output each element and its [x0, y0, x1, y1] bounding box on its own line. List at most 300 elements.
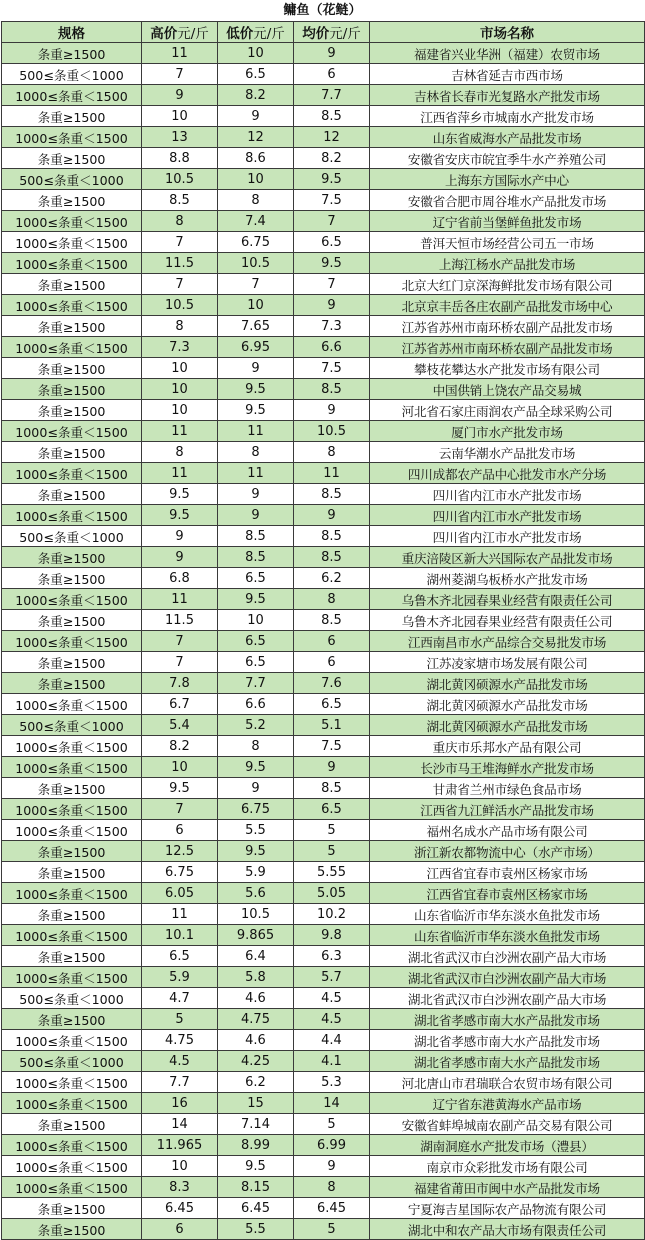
avg-price-cell: 7.7 [294, 85, 370, 106]
spec-cell: 条重≥1500 [2, 946, 142, 967]
avg-price-cell: 6.3 [294, 946, 370, 967]
high-price-cell: 4.75 [142, 1030, 218, 1051]
market-name-cell: 江西省萍乡市城南水产批发市场 [370, 106, 645, 127]
market-name-cell: 浙江新农都物流中心（水产市场） [370, 841, 645, 862]
low-price-cell: 6.6 [218, 694, 294, 715]
market-name-cell: 上海江杨水产品批发市场 [370, 253, 645, 274]
high-price-cell: 6 [142, 1219, 218, 1240]
spec-cell: 1000≤条重＜1500 [2, 925, 142, 946]
table-row [2, 1051, 645, 1072]
spec-cell: 500≤条重＜1000 [2, 169, 142, 190]
low-price-cell: 9 [218, 778, 294, 799]
market-name-cell: 湖南洞庭水产批发市场（澧县） [370, 1135, 645, 1156]
low-price-cell: 6.5 [218, 652, 294, 673]
avg-price-cell: 5.55 [294, 862, 370, 883]
table-row [2, 841, 645, 862]
low-price-cell: 7.14 [218, 1114, 294, 1135]
market-name-cell: 安徽省安庆市皖宜季牛水产养殖公司 [370, 148, 645, 169]
low-price-cell: 6.5 [218, 568, 294, 589]
avg-price-cell: 9 [294, 295, 370, 316]
high-price-cell: 9 [142, 526, 218, 547]
high-price-cell: 6.7 [142, 694, 218, 715]
high-price-cell: 11.5 [142, 610, 218, 631]
avg-price-cell: 7.6 [294, 673, 370, 694]
avg-price-cell: 6.5 [294, 694, 370, 715]
avg-price-cell: 6.6 [294, 337, 370, 358]
low-price-cell: 7.7 [218, 673, 294, 694]
low-price-cell: 9 [218, 106, 294, 127]
avg-price-cell: 9.8 [294, 925, 370, 946]
low-price-cell: 8 [218, 442, 294, 463]
spec-cell: 1000≤条重＜1500 [2, 1177, 142, 1198]
avg-price-cell: 12 [294, 127, 370, 148]
avg-price-cell: 8 [294, 589, 370, 610]
low-price-cell: 7 [218, 274, 294, 295]
low-price-cell: 8.2 [218, 85, 294, 106]
high-price-cell: 8 [142, 442, 218, 463]
market-name-cell: 湖北黄冈硕源水产品批发市场 [370, 694, 645, 715]
price-table [1, 21, 645, 1240]
spec-cell: 1000≤条重＜1500 [2, 232, 142, 253]
market-name-cell: 湖州菱湖乌板桥水产批发市场 [370, 568, 645, 589]
avg-price-cell: 5 [294, 1219, 370, 1240]
market-name-cell: 江苏省苏州市南环桥农副产品批发市场 [370, 337, 645, 358]
high-price-cell: 16 [142, 1093, 218, 1114]
table-row [2, 43, 645, 64]
low-price-cell: 6.5 [218, 64, 294, 85]
low-price-cell: 12 [218, 127, 294, 148]
market-name-cell: 湖北省武汉市白沙洲农副产品大市场 [370, 988, 645, 1009]
table-row [2, 1135, 645, 1156]
low-price-cell: 6.2 [218, 1072, 294, 1093]
low-price-cell: 5.6 [218, 883, 294, 904]
avg-price-cell: 5.7 [294, 967, 370, 988]
low-price-cell: 8.5 [218, 547, 294, 568]
market-name-cell: 辽宁省东港黄海水产品市场 [370, 1093, 645, 1114]
table-row [2, 85, 645, 106]
low-price-cell: 6.45 [218, 1198, 294, 1219]
market-name-cell: 南京市众彩批发市场有限公司 [370, 1156, 645, 1177]
high-price-cell: 7.8 [142, 673, 218, 694]
market-name-cell: 吉林省延吉市西市场 [370, 64, 645, 85]
low-price-cell: 9.5 [218, 841, 294, 862]
table-row [2, 484, 645, 505]
avg-price-cell: 6.45 [294, 1198, 370, 1219]
high-price-cell: 10.5 [142, 295, 218, 316]
spec-cell: 条重≥1500 [2, 274, 142, 295]
spec-cell: 500≤条重＜1000 [2, 988, 142, 1009]
low-price-cell: 5.5 [218, 1219, 294, 1240]
high-price-cell: 9 [142, 85, 218, 106]
market-name-cell: 河北省石家庄雨润农产品全球采购公司 [370, 400, 645, 421]
table-row [2, 1156, 645, 1177]
high-price-cell: 11 [142, 43, 218, 64]
market-name-cell: 江西省宜春市袁州区杨家市场 [370, 883, 645, 904]
table-row [2, 421, 645, 442]
low-price-cell: 8.15 [218, 1177, 294, 1198]
spec-cell: 1000≤条重＜1500 [2, 127, 142, 148]
spec-cell: 1000≤条重＜1500 [2, 694, 142, 715]
low-price-cell: 4.25 [218, 1051, 294, 1072]
market-name-cell: 宁夏海吉星国际农产品物流有限公司 [370, 1198, 645, 1219]
table-row [2, 274, 645, 295]
high-price-cell: 10.5 [142, 169, 218, 190]
avg-price-cell: 5.1 [294, 715, 370, 736]
low-price-cell: 9.5 [218, 400, 294, 421]
market-name-cell: 四川成都农产品中心批发市水产分场 [370, 463, 645, 484]
market-name-cell: 四川省内江市水产批发市场 [370, 505, 645, 526]
avg-price-cell: 9 [294, 1156, 370, 1177]
table-row [2, 106, 645, 127]
high-price-cell: 5.4 [142, 715, 218, 736]
spec-cell: 1000≤条重＜1500 [2, 1135, 142, 1156]
high-price-cell: 8 [142, 316, 218, 337]
high-price-cell: 11 [142, 589, 218, 610]
market-name-cell: 湖北黄冈硕源水产品批发市场 [370, 673, 645, 694]
high-price-cell: 4.5 [142, 1051, 218, 1072]
spec-cell: 条重≥1500 [2, 484, 142, 505]
spec-cell: 条重≥1500 [2, 862, 142, 883]
low-price-cell: 6.4 [218, 946, 294, 967]
market-name-cell: 四川省内江市水产批发市场 [370, 526, 645, 547]
table-row [2, 64, 645, 85]
high-price-cell: 11.5 [142, 253, 218, 274]
table-row [2, 946, 645, 967]
market-name-cell: 厦门市水产批发市场 [370, 421, 645, 442]
header-spec: 规格 [2, 22, 142, 43]
spec-cell: 1000≤条重＜1500 [2, 757, 142, 778]
low-price-cell: 6.75 [218, 799, 294, 820]
spec-cell: 1000≤条重＜1500 [2, 253, 142, 274]
market-name-cell: 江西南昌市水产品综合交易批发市场 [370, 631, 645, 652]
high-price-cell: 7 [142, 631, 218, 652]
avg-price-cell: 5 [294, 820, 370, 841]
header-avg-unit: 元/斤 [329, 26, 361, 42]
table-row [2, 316, 645, 337]
high-price-cell: 7 [142, 652, 218, 673]
low-price-cell: 10 [218, 295, 294, 316]
header-row [2, 22, 645, 43]
spec-cell: 条重≥1500 [2, 1114, 142, 1135]
high-price-cell: 9.5 [142, 505, 218, 526]
spec-cell: 条重≥1500 [2, 778, 142, 799]
low-price-cell: 8 [218, 190, 294, 211]
spec-cell: 条重≥1500 [2, 652, 142, 673]
table-row [2, 169, 645, 190]
spec-cell: 1000≤条重＜1500 [2, 463, 142, 484]
header-market: 市场名称 [370, 22, 645, 43]
spec-cell: 条重≥1500 [2, 610, 142, 631]
table-row [2, 127, 645, 148]
market-name-cell: 山东省临沂市华东淡水鱼批发市场 [370, 904, 645, 925]
market-name-cell: 乌鲁木齐北园春果业经营有限责任公司 [370, 589, 645, 610]
spec-cell: 1000≤条重＜1500 [2, 883, 142, 904]
avg-price-cell: 6 [294, 652, 370, 673]
high-price-cell: 7 [142, 232, 218, 253]
high-price-cell: 8.2 [142, 736, 218, 757]
low-price-cell: 6.5 [218, 631, 294, 652]
high-price-cell: 8 [142, 211, 218, 232]
avg-price-cell: 7 [294, 274, 370, 295]
high-price-cell: 14 [142, 1114, 218, 1135]
table-row [2, 568, 645, 589]
table-row [2, 505, 645, 526]
market-name-cell: 攀枝花攀达水产批发市场有限公司 [370, 358, 645, 379]
header-low-unit: 元/斤 [253, 26, 285, 42]
low-price-cell: 6.95 [218, 337, 294, 358]
avg-price-cell: 7 [294, 211, 370, 232]
high-price-cell: 6.75 [142, 862, 218, 883]
high-price-cell: 9 [142, 547, 218, 568]
header-avg-label: 均价 [302, 26, 330, 42]
spec-cell: 1000≤条重＜1500 [2, 736, 142, 757]
table-row [2, 799, 645, 820]
table-row [2, 715, 645, 736]
spec-cell: 500≤条重＜1000 [2, 64, 142, 85]
table-row [2, 148, 645, 169]
low-price-cell: 9.5 [218, 379, 294, 400]
high-price-cell: 6.05 [142, 883, 218, 904]
high-price-cell: 4.7 [142, 988, 218, 1009]
spec-cell: 1000≤条重＜1500 [2, 1156, 142, 1177]
table-row [2, 1219, 645, 1240]
low-price-cell: 10.5 [218, 253, 294, 274]
spec-cell: 条重≥1500 [2, 1198, 142, 1219]
market-name-cell: 山东省威海水产品批发市场 [370, 127, 645, 148]
table-row [2, 736, 645, 757]
low-price-cell: 10 [218, 610, 294, 631]
spec-cell: 500≤条重＜1000 [2, 526, 142, 547]
spec-cell: 条重≥1500 [2, 379, 142, 400]
avg-price-cell: 8 [294, 442, 370, 463]
low-price-cell: 7.65 [218, 316, 294, 337]
market-name-cell: 长沙市马王堆海鲜水产批发市场 [370, 757, 645, 778]
spec-cell: 1000≤条重＜1500 [2, 799, 142, 820]
avg-price-cell: 8.2 [294, 148, 370, 169]
market-name-cell: 重庆涪陵区新大兴国际农产品批发市场 [370, 547, 645, 568]
avg-price-cell: 11 [294, 463, 370, 484]
header-high-price [142, 22, 218, 43]
low-price-cell: 7.4 [218, 211, 294, 232]
market-name-cell: 北京京丰岳各庄农副产品批发市场中心 [370, 295, 645, 316]
low-price-cell: 4.6 [218, 988, 294, 1009]
spec-cell: 条重≥1500 [2, 358, 142, 379]
low-price-cell: 6.75 [218, 232, 294, 253]
market-name-cell: 湖北省武汉市白沙洲农副产品大市场 [370, 946, 645, 967]
spec-cell: 条重≥1500 [2, 106, 142, 127]
table-row [2, 904, 645, 925]
spec-cell: 条重≥1500 [2, 400, 142, 421]
low-price-cell: 5.9 [218, 862, 294, 883]
market-name-cell: 福建省莆田市闽中水产品批发市场 [370, 1177, 645, 1198]
header-high-label: 高价 [150, 26, 178, 42]
high-price-cell: 6.8 [142, 568, 218, 589]
high-price-cell: 9.5 [142, 484, 218, 505]
low-price-cell: 9 [218, 358, 294, 379]
avg-price-cell: 9 [294, 505, 370, 526]
spec-cell: 1000≤条重＜1500 [2, 967, 142, 988]
high-price-cell: 7.7 [142, 1072, 218, 1093]
avg-price-cell: 6.99 [294, 1135, 370, 1156]
table-row [2, 442, 645, 463]
market-name-cell: 安徽省合肥市周谷堆水产品批发市场 [370, 190, 645, 211]
low-price-cell: 9.5 [218, 757, 294, 778]
low-price-cell: 11 [218, 421, 294, 442]
high-price-cell: 13 [142, 127, 218, 148]
market-name-cell: 江苏省苏州市南环桥农副产品批发市场 [370, 316, 645, 337]
spec-cell: 条重≥1500 [2, 316, 142, 337]
table-row [2, 295, 645, 316]
market-name-cell: 江苏凌家塘市场发展有限公司 [370, 652, 645, 673]
table-row [2, 1030, 645, 1051]
market-name-cell: 江西省九江鲜活水产品批发市场 [370, 799, 645, 820]
high-price-cell: 10 [142, 1156, 218, 1177]
table-row [2, 253, 645, 274]
low-price-cell: 9.865 [218, 925, 294, 946]
high-price-cell: 10 [142, 379, 218, 400]
avg-price-cell: 5 [294, 841, 370, 862]
avg-price-cell: 5 [294, 1114, 370, 1135]
spec-cell: 500≤条重＜1000 [2, 715, 142, 736]
spec-cell: 条重≥1500 [2, 148, 142, 169]
table-row [2, 631, 645, 652]
table-row [2, 694, 645, 715]
low-price-cell: 8.6 [218, 148, 294, 169]
spec-cell: 条重≥1500 [2, 190, 142, 211]
high-price-cell: 11.965 [142, 1135, 218, 1156]
avg-price-cell: 4.5 [294, 988, 370, 1009]
high-price-cell: 6.5 [142, 946, 218, 967]
low-price-cell: 9.5 [218, 1156, 294, 1177]
avg-price-cell: 9 [294, 400, 370, 421]
header-low-price [218, 22, 294, 43]
table-row [2, 547, 645, 568]
avg-price-cell: 6 [294, 631, 370, 652]
spec-cell: 1000≤条重＜1500 [2, 631, 142, 652]
low-price-cell: 4.6 [218, 1030, 294, 1051]
market-name-cell: 湖北省武汉市白沙洲农副产品大市场 [370, 967, 645, 988]
spec-cell: 条重≥1500 [2, 673, 142, 694]
avg-price-cell: 14 [294, 1093, 370, 1114]
high-price-cell: 8.3 [142, 1177, 218, 1198]
table-row [2, 673, 645, 694]
table-body [2, 43, 645, 1240]
table-row [2, 610, 645, 631]
market-name-cell: 云南华潮水产品批发市场 [370, 442, 645, 463]
market-name-cell: 辽宁省前当堡鲜鱼批发市场 [370, 211, 645, 232]
market-name-cell: 吉林省长春市光复路水产批发市场 [370, 85, 645, 106]
high-price-cell: 6 [142, 820, 218, 841]
market-name-cell: 河北唐山市君瑞联合农贸市场有限公司 [370, 1072, 645, 1093]
market-name-cell: 山东省临沂市华东淡水鱼批发市场 [370, 925, 645, 946]
high-price-cell: 6.45 [142, 1198, 218, 1219]
spec-cell: 条重≥1500 [2, 1009, 142, 1030]
high-price-cell: 7 [142, 64, 218, 85]
low-price-cell: 10 [218, 169, 294, 190]
low-price-cell: 10 [218, 43, 294, 64]
low-price-cell: 11 [218, 463, 294, 484]
avg-price-cell: 9 [294, 43, 370, 64]
spec-cell: 条重≥1500 [2, 568, 142, 589]
table-row [2, 400, 645, 421]
market-name-cell: 湖北省孝感市南大水产品批发市场 [370, 1009, 645, 1030]
low-price-cell: 4.75 [218, 1009, 294, 1030]
market-name-cell: 江西省宜春市袁州区杨家市场 [370, 862, 645, 883]
avg-price-cell: 9 [294, 757, 370, 778]
spec-cell: 1000≤条重＜1500 [2, 211, 142, 232]
spec-cell: 1000≤条重＜1500 [2, 1093, 142, 1114]
market-name-cell: 湖北中和农产品大市场有限责任公司 [370, 1219, 645, 1240]
spec-cell: 条重≥1500 [2, 547, 142, 568]
spec-cell: 1000≤条重＜1500 [2, 85, 142, 106]
table-row [2, 757, 645, 778]
high-price-cell: 8.8 [142, 148, 218, 169]
spec-cell: 条重≥1500 [2, 841, 142, 862]
high-price-cell: 11 [142, 463, 218, 484]
avg-price-cell: 7.3 [294, 316, 370, 337]
spec-cell: 1000≤条重＜1500 [2, 505, 142, 526]
high-price-cell: 7.3 [142, 337, 218, 358]
table-row [2, 337, 645, 358]
table-row [2, 1198, 645, 1219]
avg-price-cell: 7.5 [294, 358, 370, 379]
spec-cell: 1000≤条重＜1500 [2, 1030, 142, 1051]
low-price-cell: 9.5 [218, 589, 294, 610]
low-price-cell: 5.5 [218, 820, 294, 841]
table-row [2, 988, 645, 1009]
high-price-cell: 10 [142, 106, 218, 127]
table-row [2, 1114, 645, 1135]
market-name-cell: 福州名成水产品市场有限公司 [370, 820, 645, 841]
market-name-cell: 重庆市乐邦水产品有限公司 [370, 736, 645, 757]
market-name-cell: 甘肃省兰州市绿色食品市场 [370, 778, 645, 799]
spec-cell: 条重≥1500 [2, 904, 142, 925]
low-price-cell: 8.5 [218, 526, 294, 547]
avg-price-cell: 8.5 [294, 526, 370, 547]
avg-price-cell: 4.1 [294, 1051, 370, 1072]
table-row [2, 190, 645, 211]
market-name-cell: 中国供销上饶农产品交易城 [370, 379, 645, 400]
market-name-cell: 湖北省孝感市南大水产品批发市场 [370, 1051, 645, 1072]
table-row [2, 1072, 645, 1093]
market-name-cell: 乌鲁木齐北园春果业经营有限责任公司 [370, 610, 645, 631]
high-price-cell: 11 [142, 904, 218, 925]
avg-price-cell: 7.5 [294, 736, 370, 757]
sheet-title: 鳙鱼（花鲢） [1, 0, 644, 21]
header-avg-price [294, 22, 370, 43]
table-row [2, 379, 645, 400]
header-high-unit: 元/斤 [177, 26, 209, 42]
avg-price-cell: 8.5 [294, 379, 370, 400]
avg-price-cell: 4.5 [294, 1009, 370, 1030]
low-price-cell: 5.8 [218, 967, 294, 988]
market-name-cell: 湖北黄冈硕源水产品批发市场 [370, 715, 645, 736]
low-price-cell: 5.2 [218, 715, 294, 736]
market-name-cell: 上海东方国际水产中心 [370, 169, 645, 190]
spec-cell: 条重≥1500 [2, 1219, 142, 1240]
table-row [2, 463, 645, 484]
high-price-cell: 10 [142, 400, 218, 421]
spec-cell: 1000≤条重＜1500 [2, 295, 142, 316]
avg-price-cell: 6.5 [294, 232, 370, 253]
spec-cell: 500≤条重＜1000 [2, 1051, 142, 1072]
avg-price-cell: 9.5 [294, 253, 370, 274]
market-name-cell: 湖北省孝感市南大水产品批发市场 [370, 1030, 645, 1051]
high-price-cell: 8.5 [142, 190, 218, 211]
low-price-cell: 9 [218, 484, 294, 505]
market-name-cell: 安徽省蚌埠城南农副产品交易有限公司 [370, 1114, 645, 1135]
high-price-cell: 9.5 [142, 778, 218, 799]
